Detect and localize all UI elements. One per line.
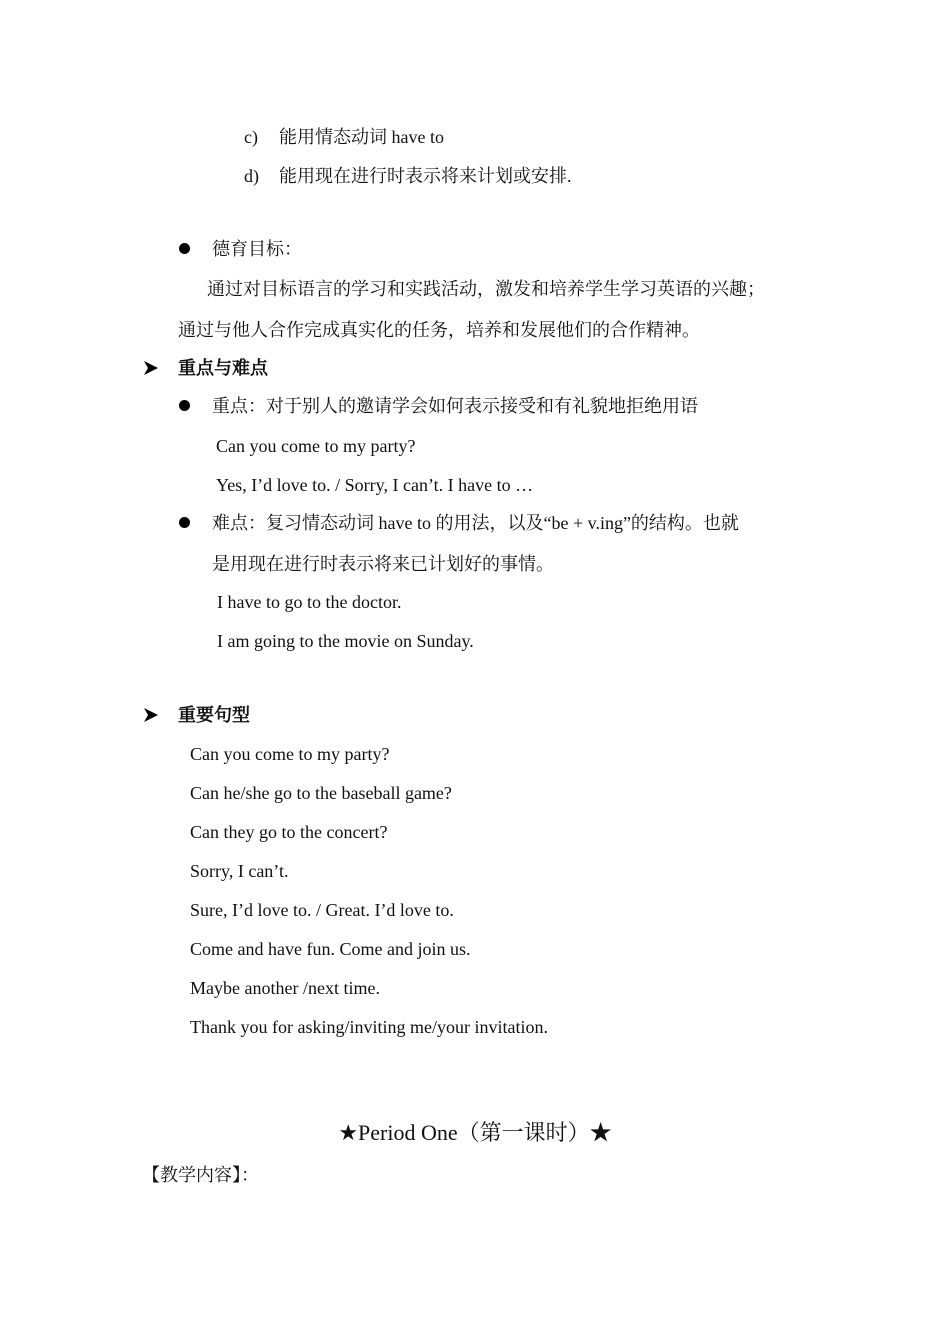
sentence-pattern: Can he/she go to the baseball game?: [190, 783, 452, 803]
bullet-dot-icon: [179, 243, 190, 254]
list-marker-d: d): [244, 166, 259, 186]
sentence-pattern: Maybe another /next time.: [190, 978, 380, 998]
sentence-pattern: Can you come to my party?: [190, 744, 390, 764]
arrow-bullet-icon: [143, 360, 159, 376]
moral-goal-label: 德育目标：: [212, 239, 302, 259]
difficulty-line-1: 难点：复习情态动词 have to 的用法，以及“be + v.ing”的结构。也就: [212, 513, 739, 533]
moral-goal-line-1: 通过对目标语言的学习和实践活动，激发和培养学生学习英语的兴趣；: [207, 279, 765, 299]
focus-example-2: Yes, I’d love to. / Sorry, I can’t. I have to …: [216, 475, 534, 495]
period-title: ★Period One（第一课时）★: [338, 1120, 612, 1145]
bullet-dot-icon: [179, 400, 190, 411]
sentence-pattern: Come and have fun. Come and join us.: [190, 939, 471, 959]
moral-goal-line-2: 通过与他人合作完成真实化的任务，培养和发展他们的合作精神。: [178, 320, 700, 340]
focus-text: 重点：对于别人的邀请学会如何表示接受和有礼貌地拒绝用语: [212, 396, 698, 416]
sentence-pattern: Thank you for asking/inviting me/your invitation.: [190, 1017, 548, 1037]
difficulty-example-1: I have to go to the doctor.: [217, 592, 402, 612]
difficulty-example-2: I am going to the movie on Sunday.: [217, 631, 474, 651]
sentence-pattern: Sorry, I can’t.: [190, 861, 289, 881]
teaching-content-label: 【教学内容】：: [142, 1165, 259, 1185]
focus-example-1: Can you come to my party?: [216, 436, 416, 456]
objective-c: 能用情态动词 have to: [279, 127, 444, 147]
sentence-pattern: Can they go to the concert?: [190, 822, 388, 842]
arrow-bullet-icon: [143, 707, 159, 723]
bullet-dot-icon: [179, 517, 190, 528]
objective-d: 能用现在进行时表示将来计划或安排.: [279, 166, 572, 186]
list-marker-c: c): [244, 127, 258, 147]
sentence-patterns-heading: 重要句型: [178, 705, 250, 725]
sentence-pattern: Sure, I’d love to. / Great. I’d love to.: [190, 900, 454, 920]
key-points-heading: 重点与难点: [178, 358, 268, 378]
difficulty-line-2: 是用现在进行时表示将来已计划好的事情。: [212, 554, 554, 574]
